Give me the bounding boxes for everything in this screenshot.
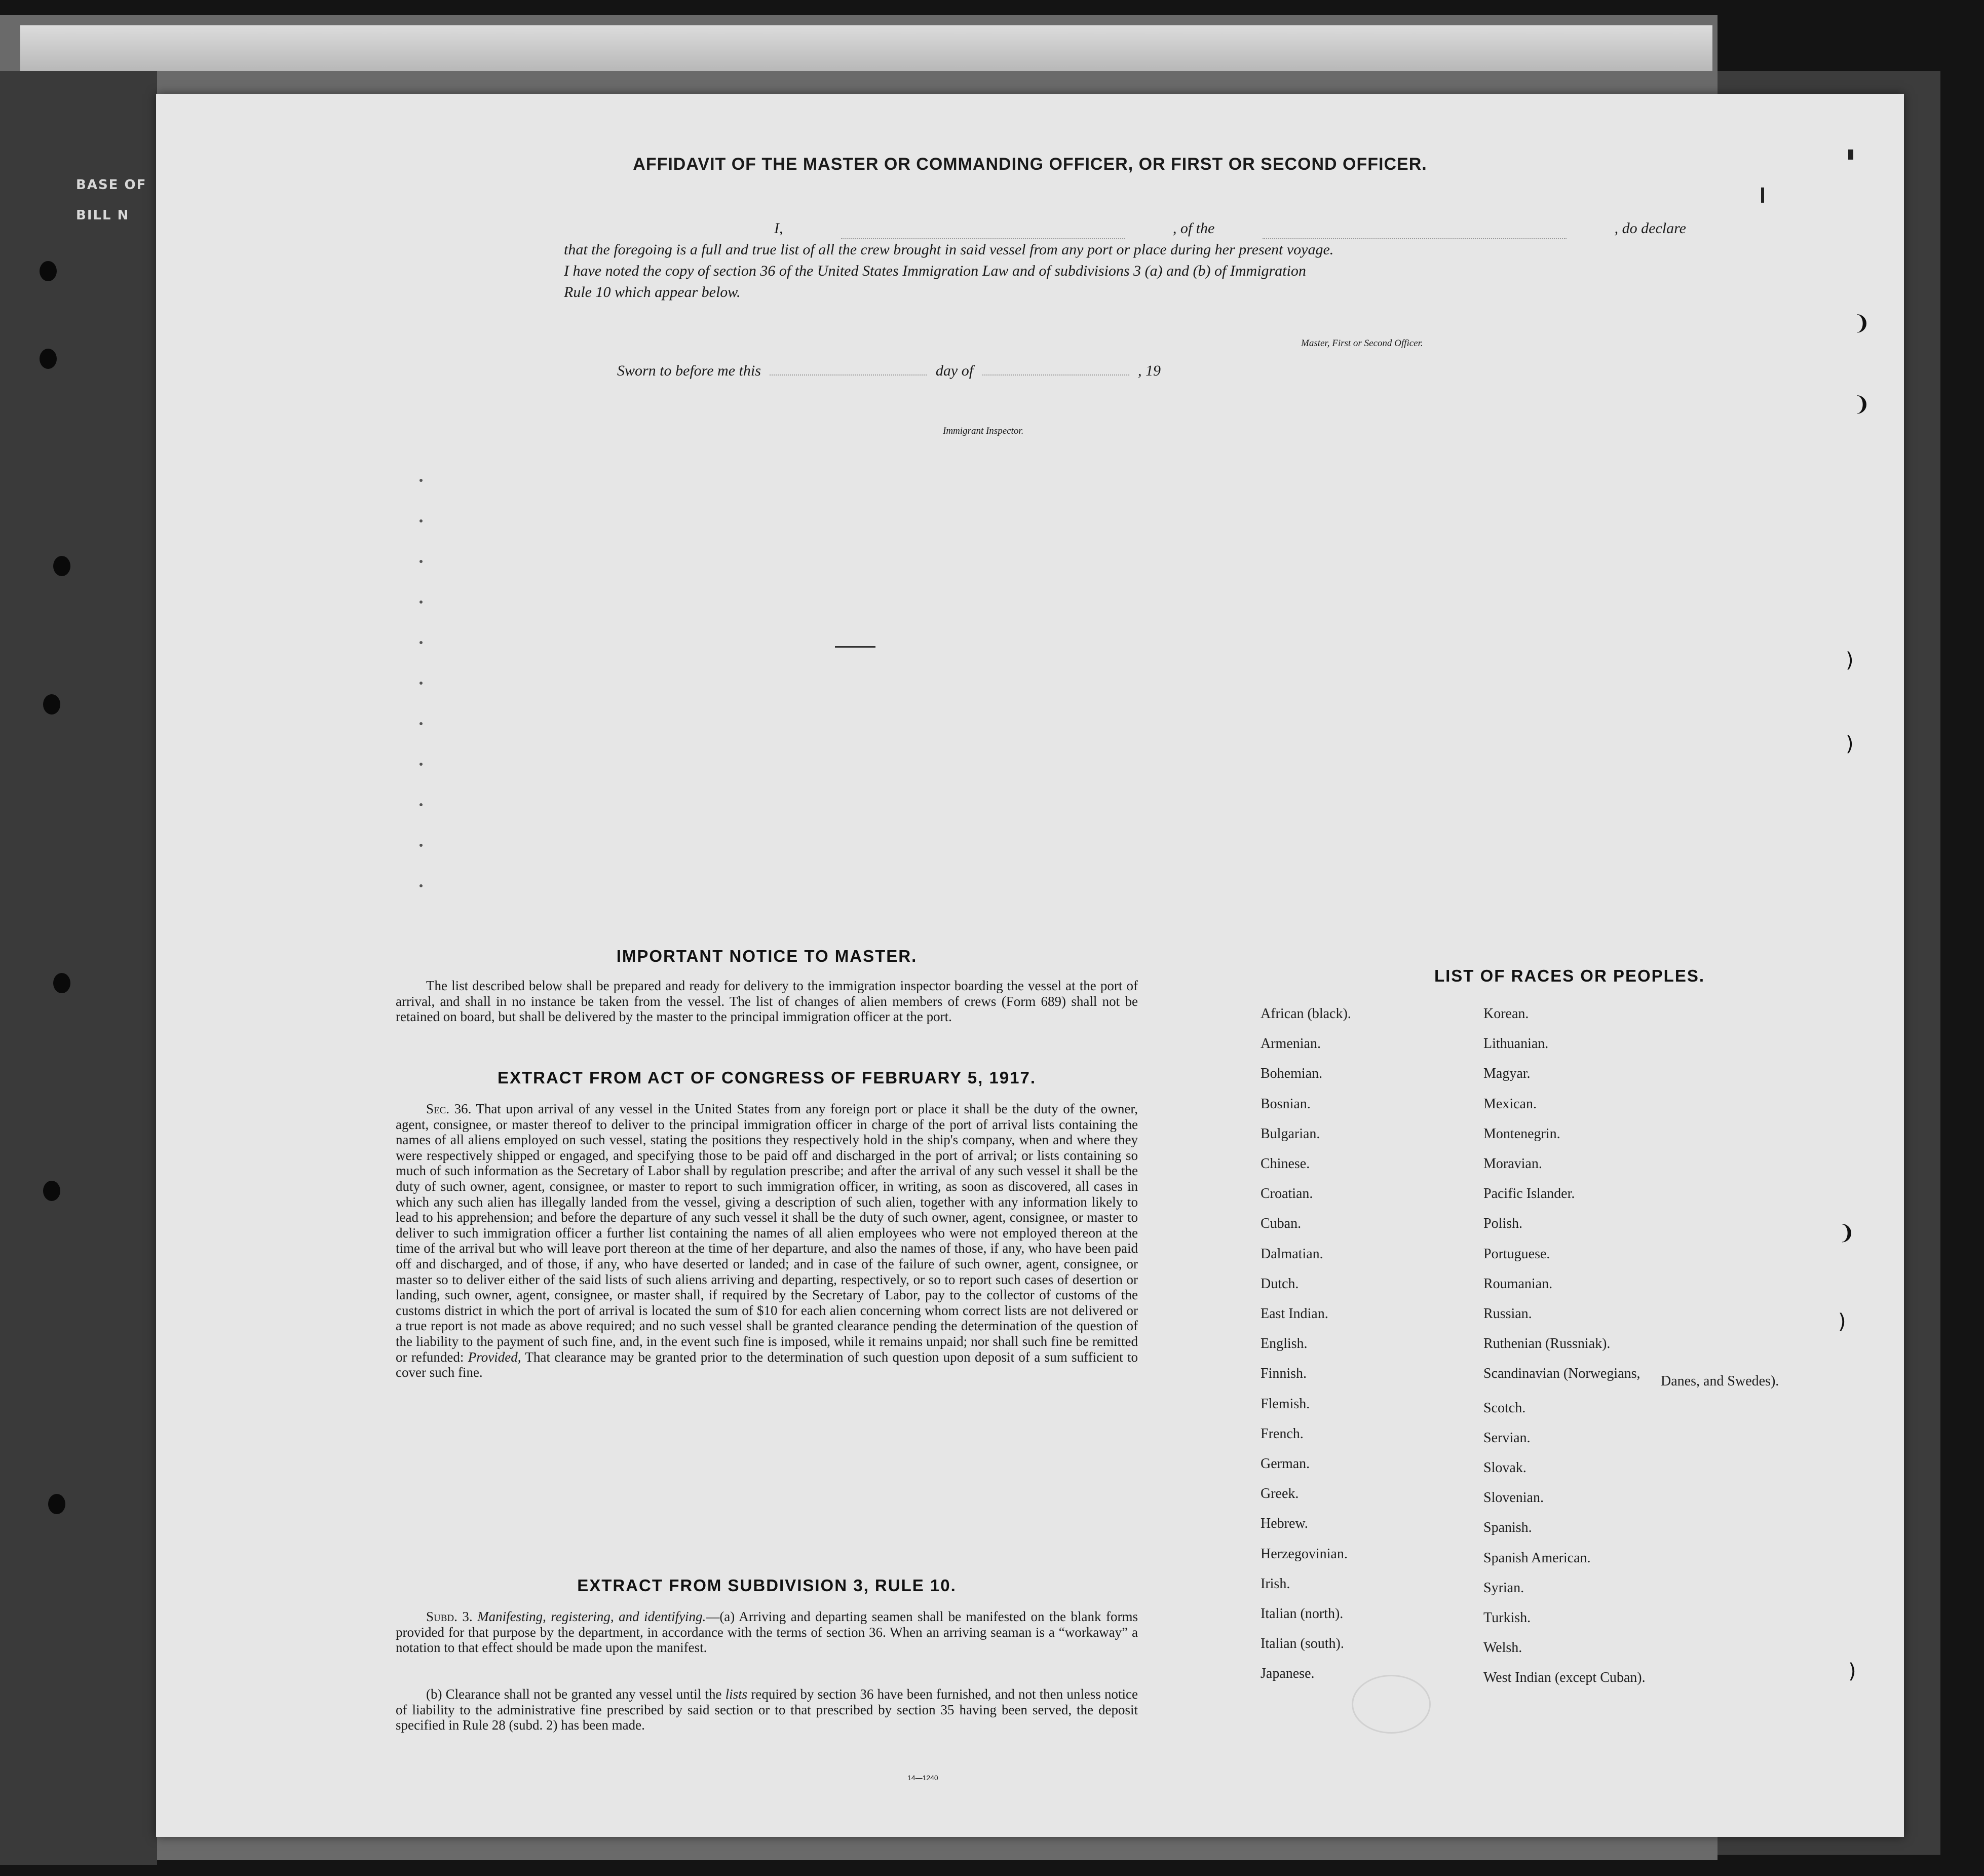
race-item: Moravian. xyxy=(1483,1156,1542,1172)
punch-hole xyxy=(43,1181,60,1201)
do-declare-label: , do declare xyxy=(1614,220,1686,237)
race-item: Polish. xyxy=(1483,1216,1523,1231)
race-item: Bulgarian. xyxy=(1261,1126,1320,1142)
act-body xyxy=(396,1101,1138,1380)
affidavit-declaration xyxy=(564,218,1686,303)
race-item: Flemish. xyxy=(1261,1396,1310,1412)
day-blank[interactable] xyxy=(770,374,927,376)
margin-dot xyxy=(419,519,423,522)
edge-mark: ) xyxy=(1846,649,1854,672)
notice-heading: IMPORTANT NOTICE TO MASTER. xyxy=(616,947,918,965)
para-b-prefix: (b) Clearance shall not be granted any vessel until the xyxy=(426,1686,722,1702)
document-page xyxy=(156,94,1904,1837)
race-item: Servian. xyxy=(1483,1430,1531,1446)
top-paper-edge xyxy=(20,25,1712,71)
margin-dot xyxy=(419,803,423,806)
race-item: Spanish. xyxy=(1483,1520,1532,1535)
sworn-prefix: Sworn to before me this xyxy=(617,362,761,379)
race-item: Dutch. xyxy=(1261,1276,1299,1292)
edge-mark: ❩ xyxy=(1853,393,1871,416)
edge-tick xyxy=(1848,149,1853,160)
race-item: Italian (north). xyxy=(1261,1606,1344,1622)
race-item: Pacific Islander. xyxy=(1483,1186,1575,1202)
para-b: required by section 36 have been furnished, and not then unless notice of liability to the administrative fine prescribed by said section or to that prescribed by section 35 having been served, the deposit specified in Rule 28 (subd. 2) has been made. xyxy=(396,1686,1138,1733)
margin-dot xyxy=(419,560,423,563)
race-item: Finnish. xyxy=(1261,1366,1307,1381)
race-item: English. xyxy=(1261,1336,1308,1352)
race-item: Slovenian. xyxy=(1483,1490,1544,1506)
bleed-text: BASE OF xyxy=(76,177,147,193)
race-item: Dalmatian. xyxy=(1261,1246,1323,1262)
margin-dot xyxy=(419,844,423,847)
race-item: French. xyxy=(1261,1426,1304,1442)
rule-body-a xyxy=(396,1609,1138,1656)
punch-hole xyxy=(40,349,57,369)
declaration-line-3: I have noted the copy of section 36 of the United States Immigration Law and of subdivisions 3 (a) and (b) of Immigration xyxy=(564,262,1306,279)
edge-mark: ) xyxy=(1838,1310,1846,1333)
race-item: Croatian. xyxy=(1261,1186,1313,1202)
punch-hole xyxy=(43,694,60,715)
race-item: West Indian (except Cuban). xyxy=(1483,1670,1646,1685)
race-item: Armenian. xyxy=(1261,1036,1321,1052)
race-item: German. xyxy=(1261,1456,1310,1472)
i-prefix: I, xyxy=(774,220,783,237)
margin-dot xyxy=(419,601,423,604)
subd-label: Subd. 3. xyxy=(426,1609,473,1624)
margin-dot xyxy=(419,763,423,766)
edge-mark: ) xyxy=(1848,1660,1856,1683)
edge-mark: ❩ xyxy=(1838,1221,1855,1245)
race-item: Turkish. xyxy=(1483,1610,1531,1626)
of-the-label: , of the xyxy=(1172,220,1215,237)
margin-dot xyxy=(419,479,423,482)
race-continuation: Danes, and Swedes). xyxy=(1661,1373,1779,1389)
name-blank[interactable] xyxy=(841,218,1125,239)
race-item: Bohemian. xyxy=(1261,1066,1323,1081)
race-item: Herzegovinian. xyxy=(1261,1546,1348,1562)
race-item: Irish. xyxy=(1261,1576,1290,1592)
edge-tick xyxy=(1761,187,1764,203)
race-item: Spanish American. xyxy=(1483,1550,1591,1566)
rule-heading: EXTRACT FROM SUBDIVISION 3, RULE 10. xyxy=(577,1576,957,1595)
rule-body-b xyxy=(396,1686,1138,1733)
punch-hole xyxy=(40,261,57,281)
day-of-label: day of xyxy=(935,362,974,379)
race-item: Bosnian. xyxy=(1261,1096,1311,1112)
race-item: Hebrew. xyxy=(1261,1516,1308,1531)
sec-label: Sec. 36. xyxy=(426,1101,472,1116)
race-item: Lithuanian. xyxy=(1483,1036,1549,1052)
race-item: Cuban. xyxy=(1261,1216,1302,1231)
races-heading: LIST OF RACES OR PEOPLES. xyxy=(1434,966,1705,985)
act-heading: EXTRACT FROM ACT OF CONGRESS OF FEBRUARY 5, 1917. xyxy=(497,1068,1037,1087)
race-item: Scotch. xyxy=(1483,1400,1526,1416)
race-item: Japanese. xyxy=(1261,1666,1315,1681)
para-a: —(a) Arriving and departing seamen shall be manifested on the blank forms provided for that purpose by the department, in accordance with the terms of section 36. When an arriving seaman is a “workaway” a notation to that effect should be made upon the manifest. xyxy=(396,1609,1138,1656)
race-item: Montenegrin. xyxy=(1483,1126,1560,1142)
punch-hole xyxy=(48,1494,65,1514)
race-item: Welsh. xyxy=(1483,1640,1522,1656)
signature-label: Master, First or Second Officer. xyxy=(1301,338,1423,349)
race-item: Ruthenian (Russniak). xyxy=(1483,1336,1611,1352)
margin-dot xyxy=(419,722,423,725)
act-text: That upon arrival of any vessel in the United States from any foreign port or place it shall be the duty of the owner, agent, consignee, or master thereof to deliver to the principal immigration officer in charge of the port of arrival lists containing the names of all aliens employed on such vessel, stating the positions they respectively hold in the ship's company, when and where they were respectively shipped or engaged, and specifying those to be paid off and discharged in the port of arrival; or lists containing so much of such information as the Secretary of Labor shall by regulation prescribe; and after the arrival of any such vessel it shall be the duty of such owner, agent, consignee, or master to report to such immigration officer, in writing, as soon as discovered, all cases in which any such alien has illegally landed from the vessel, giving a description of such alien, together with any information likely to lead to his apprehension; and before the departure of any such vessel it shall be the duty of such owner, agent, consignee, or master to deliver to such immigration officer a further list containing the names of all alien employees who were not employed thereon at the time of the arrival but who will leave port thereon at the time of her departure, and also the names of those, if any, who have been paid off and discharged, and of those, if any, who have deserted or landed; and in case of the failure of such owner, agent, consignee, or master so to deliver either of the said lists of such aliens arriving and departing, respectively, or so to report such cases of desertion or landing, such owner, agent, consignee, or master shall, if required by the Secretary of Labor, pay to the collector of customs of the customs district in which the port of arrival is located the sum of $10 for each alien concerning whom correct lists are not delivered or a true report is not made as above required; and no such vessel shall be granted clearance pending the determination of the question of the liability to the payment of such fine, and, in the event such fine is imposed, while it remains unpaid; nor shall such fine be remitted or refunded: xyxy=(396,1101,1138,1365)
vessel-blank[interactable] xyxy=(1263,218,1567,239)
declaration-line-1 xyxy=(564,218,1686,239)
race-item: Chinese. xyxy=(1261,1156,1310,1172)
race-item: Magyar. xyxy=(1483,1066,1531,1081)
year-prefix: , 19 xyxy=(1138,362,1161,379)
provided-word: Provided, xyxy=(468,1349,521,1365)
race-item: Italian (south). xyxy=(1261,1636,1344,1652)
race-item: Portuguese. xyxy=(1483,1246,1550,1262)
affidavit-title: AFFIDAVIT OF THE MASTER OR COMMANDING OFFICER, OR FIRST OR SECOND OFFICER. xyxy=(633,155,1427,174)
race-item: African (black). xyxy=(1261,1006,1351,1022)
race-item: Korean. xyxy=(1483,1006,1529,1022)
short-rule xyxy=(835,646,875,648)
race-item: Greek. xyxy=(1261,1486,1299,1502)
margin-dot xyxy=(419,641,423,644)
notice-body: The list described below shall be prepared and ready for delivery to the immigration inspector boarding the vessel at the port of arrival, and shall in no instance be taken from the vessel. The list of changes of alien members of crews (Form 689) shall not be retained on board, but shall be delivered by the master to the principal immigration officer at the port. xyxy=(396,978,1138,1025)
race-item: Roumanian. xyxy=(1483,1276,1553,1292)
margin-dot xyxy=(419,884,423,887)
faint-stamp-ring xyxy=(1352,1675,1431,1734)
race-item: Mexican. xyxy=(1483,1096,1537,1112)
race-item: Russian. xyxy=(1483,1306,1532,1322)
margin-dot xyxy=(419,682,423,685)
inspector-label: Immigrant Inspector. xyxy=(943,426,1024,436)
punch-hole xyxy=(53,556,70,576)
edge-mark: ❩ xyxy=(1853,312,1871,335)
lists-word: lists xyxy=(725,1686,748,1702)
declaration-line-2: that the foregoing is a full and true list of all the crew brought in said vessel from any port or place during her present voyage. xyxy=(564,241,1334,258)
race-item: East Indian. xyxy=(1261,1306,1328,1322)
sworn-line xyxy=(617,362,1161,380)
declaration-line-4: Rule 10 which appear below. xyxy=(564,284,741,301)
left-paper-edge xyxy=(0,71,157,1865)
act-text-end: That clearance may be granted prior to the determination of such question upon deposit of a sum sufficient to cover such fine. xyxy=(396,1349,1138,1380)
race-item: Slovak. xyxy=(1483,1460,1527,1476)
subd-title: Manifesting, registering, and identifying. xyxy=(477,1609,706,1624)
race-item: Syrian. xyxy=(1483,1580,1524,1596)
bleed-text: BILL N xyxy=(76,208,130,223)
punch-hole xyxy=(53,973,70,993)
edge-mark: ) xyxy=(1846,732,1854,756)
month-blank[interactable] xyxy=(982,374,1129,376)
race-item: Scandinavian (Norwegians, xyxy=(1483,1366,1640,1381)
form-number: 14—1240 xyxy=(907,1774,938,1782)
